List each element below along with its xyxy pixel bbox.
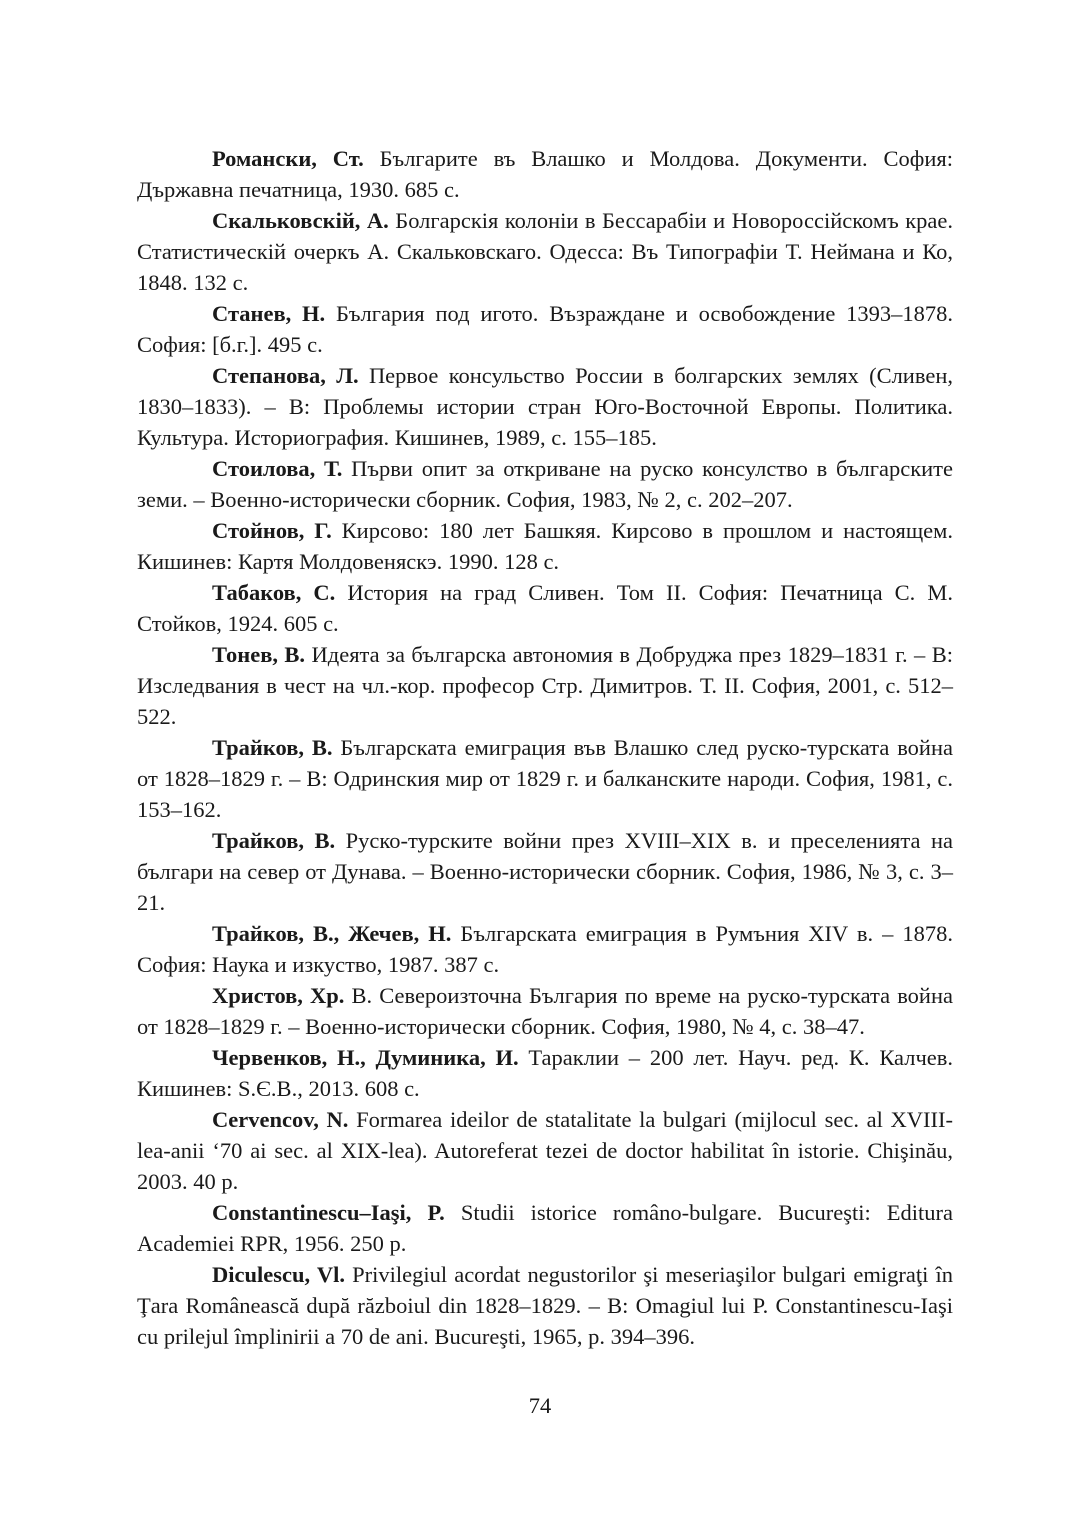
entry-author: Романски, Ст. <box>212 146 364 171</box>
entry-text: Тараклии – 200 лет. Науч. ред. К. Калчев. Кишинев: S.Є.B., 2013. 608 с. <box>137 1045 954 1101</box>
entry-text: Българите въ Влашко и Молдова. Документи. София: Държавна печатница, 1930. 685 с. <box>137 146 954 202</box>
bibliography-entry <box>137 639 953 732</box>
entry-author: Скальковскій, А. <box>212 208 389 233</box>
bibliography-entry <box>137 732 953 825</box>
entry-text: Първи опит за откриване на руско консулство в българските земи. – Военно-исторически сборник. София, 1983, № 2, с. 202–207. <box>137 456 953 512</box>
entry-author: Стойнов, Г. <box>212 518 332 543</box>
bibliography-entry <box>137 577 953 639</box>
entry-author: Тонев, В. <box>212 642 306 667</box>
entry-author: Constantinescu–Iaşi, P. <box>212 1200 445 1225</box>
entry-text: Privilegiul acordat negustorilor şi meseriaşilor bulgari emigraţi în Ţara Românească după războiul din 1828–1829. – В: Omagiul lui P. Constantinescu-Iaşi cu prilejul împlinirii a 70 de ani. Bucureşti, 1965, p. 394–396. <box>137 1262 954 1349</box>
bibliography-entry <box>137 298 953 360</box>
bibliography-page <box>137 143 953 1352</box>
entry-author: Табаков, С. <box>212 580 336 605</box>
entry-text: България под игото. Възраждане и освобождение 1393–1878. София: [б.г.]. 495 с. <box>137 301 953 357</box>
entry-author: Станев, Н. <box>212 301 326 326</box>
entry-author: Cervencov, N. <box>212 1107 349 1132</box>
entry-author: Трайков, В. <box>212 735 333 760</box>
entry-author: Стоилова, Т. <box>212 456 343 481</box>
entry-text: Българската емиграция в Румъния XIV в. – 1878. София: Наука и изкуство, 1987. 387 с. <box>137 921 954 977</box>
bibliography-entry <box>137 1104 953 1197</box>
entry-text: Formarea ideilor de statalitate la bulgari (mijlocul sec. al XVIII-lea-anii ‘70 ai sec. al XIX-lea). Autoreferat tezei de doctor habilitat în istorie. Chişinău, 2003. 40 p. <box>137 1107 954 1194</box>
bibliography-entry <box>137 515 953 577</box>
page-number: 74 <box>528 1393 552 1418</box>
entry-author: Diculescu, Vl. <box>212 1262 345 1287</box>
entry-text: История на град Сливен. Том II. София: Печатница С. М. Стойков, 1924. 605 с. <box>137 580 953 636</box>
bibliography-entry <box>137 205 953 298</box>
bibliography-entry <box>137 453 953 515</box>
bibliography-entry <box>137 1197 953 1259</box>
entry-text: В. Североизточна България по време на руско-турската война от 1828–1829 г. – Военно-исторически сборник. София, 1980, № 4, с. 38–47. <box>137 983 954 1039</box>
entry-author: Трайков, В., Жечев, Н. <box>212 921 452 946</box>
entry-author: Червенков, Н., Думиника, И. <box>212 1045 519 1070</box>
entry-text: Кирсово: 180 лет Башкяя. Кирсово в прошлом и настоящем. Кишинев: Картя Молдовеняскэ. 1990. 128 с. <box>137 518 953 574</box>
entry-text: Studii istorice româno-bulgare. Bucureşti: Editura Academiei RPR, 1956. 250 p. <box>137 1200 953 1256</box>
entry-text: Руско-турските войни през XVIII–XIX в. и преселенията на българи на север от Дунава. – Военно-исторически сборник. София, 1986, № 3, с. 3–21. <box>137 828 953 915</box>
bibliography-entry <box>137 1259 953 1352</box>
bibliography-entry <box>137 980 953 1042</box>
bibliography-entry <box>137 360 953 453</box>
bibliography-entry <box>137 918 953 980</box>
bibliography-entry <box>137 825 953 918</box>
entry-author: Трайков, В. <box>212 828 336 853</box>
entry-text: Первое консульство России в болгарских землях (Сливен, 1830–1833). – В: Проблемы истории стран Юго-Восточной Европы. Политика. Культура. Историография. Кишинев, 1989, с. 155–185. <box>137 363 953 450</box>
bibliography-entry <box>137 143 953 205</box>
bibliography-entry <box>137 1042 953 1104</box>
entry-text: Българската емиграция във Влашко след руско-турската война от 1828–1829 г. – В: Одринския мир от 1829 г. и балканските народи. София, 1981, с. 153–162. <box>137 735 953 822</box>
entry-author: Степанова, Л. <box>212 363 359 388</box>
entry-author: Христов, Хр. <box>212 983 345 1008</box>
entry-text: Болгарскія колоніи в Бессарабіи и Новороссійскомъ крае. Статистическій очеркъ А. Скальковскаго. Одесса: Въ Типографіи Т. Неймана и Ко, 1848. 132 с. <box>137 208 953 295</box>
entry-text: Идеята за българска автономия в Добруджа през 1829–1831 г. – В: Изследвания в чест на чл.-кор. професор Стр. Димитров. Т. II. София, 2001, с. 512–522. <box>137 642 954 729</box>
